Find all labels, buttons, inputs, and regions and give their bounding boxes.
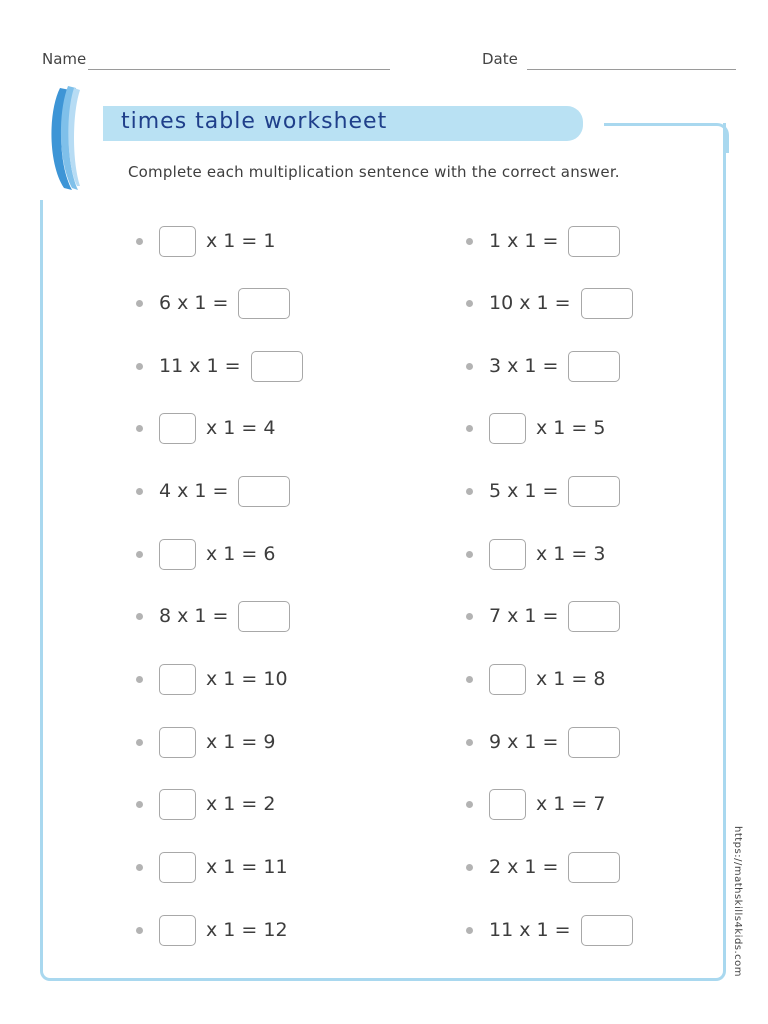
equation-text: x 1 = 10 <box>206 668 288 690</box>
equation-text: x 1 = 5 <box>536 417 606 439</box>
answer-box[interactable] <box>489 664 526 695</box>
equation-text: 6 x 1 = <box>159 292 229 314</box>
equation-text: x 1 = 1 <box>206 230 276 252</box>
problem-item <box>136 599 290 633</box>
bullet-icon <box>466 739 473 746</box>
equation-text: 11 x 1 = <box>489 919 571 941</box>
answer-box[interactable] <box>159 226 196 257</box>
equation-text: x 1 = 12 <box>206 919 288 941</box>
answer-box[interactable] <box>568 476 620 507</box>
equation-text: x 1 = 9 <box>206 731 276 753</box>
name-line[interactable] <box>88 69 390 70</box>
bullet-icon <box>136 739 143 746</box>
bullet-icon <box>466 300 473 307</box>
answer-box[interactable] <box>489 789 526 820</box>
worksheet-title: times table worksheet <box>121 109 388 134</box>
equation-text: 1 x 1 = <box>489 230 559 252</box>
equation-text: 4 x 1 = <box>159 480 229 502</box>
answer-box[interactable] <box>568 226 620 257</box>
bullet-icon <box>466 676 473 683</box>
equation-text: x 1 = 7 <box>536 793 606 815</box>
bullet-icon <box>136 864 143 871</box>
problem-item <box>466 725 620 759</box>
answer-box[interactable] <box>238 476 290 507</box>
frame-top-right-corner <box>604 123 729 153</box>
problem-item <box>136 537 275 571</box>
answer-box[interactable] <box>568 727 620 758</box>
problem-item <box>466 599 620 633</box>
equation-text: x 1 = 2 <box>206 793 276 815</box>
problem-item <box>136 349 303 383</box>
equation-text: 3 x 1 = <box>489 355 559 377</box>
problem-item <box>466 662 605 696</box>
answer-box[interactable] <box>159 789 196 820</box>
ribbon-icon <box>46 82 86 194</box>
equation-text: x 1 = 4 <box>206 417 276 439</box>
problem-item <box>466 787 605 821</box>
bullet-icon <box>136 300 143 307</box>
problem-item <box>466 913 633 947</box>
answer-box[interactable] <box>238 288 290 319</box>
date-line[interactable] <box>527 69 736 70</box>
bullet-icon <box>136 488 143 495</box>
answer-box[interactable] <box>581 288 633 319</box>
answer-box[interactable] <box>159 539 196 570</box>
problem-item <box>136 224 275 258</box>
answer-box[interactable] <box>159 664 196 695</box>
bullet-icon <box>136 363 143 370</box>
problem-item <box>466 537 605 571</box>
bullet-icon <box>136 551 143 558</box>
bullet-icon <box>136 801 143 808</box>
instructions: Complete each multiplication sentence with the correct answer. <box>128 163 620 181</box>
answer-box[interactable] <box>568 852 620 883</box>
answer-box[interactable] <box>489 413 526 444</box>
bullet-icon <box>466 238 473 245</box>
equation-text: 7 x 1 = <box>489 605 559 627</box>
answer-box[interactable] <box>489 539 526 570</box>
bullet-icon <box>466 363 473 370</box>
bullet-icon <box>466 613 473 620</box>
bullet-icon <box>466 488 473 495</box>
problem-item <box>466 224 620 258</box>
problem-item <box>136 411 275 445</box>
problem-item <box>466 411 605 445</box>
answer-box[interactable] <box>568 351 620 382</box>
footer-url: https://mathskills4kids.com <box>732 826 743 978</box>
problem-item <box>136 913 288 947</box>
problem-item <box>136 725 275 759</box>
problem-item <box>136 787 275 821</box>
bullet-icon <box>466 551 473 558</box>
answer-box[interactable] <box>159 413 196 444</box>
equation-text: 2 x 1 = <box>489 856 559 878</box>
equation-text: x 1 = 11 <box>206 856 288 878</box>
problem-item <box>136 850 288 884</box>
bullet-icon <box>136 238 143 245</box>
bullet-icon <box>466 864 473 871</box>
equation-text: 11 x 1 = <box>159 355 241 377</box>
answer-box[interactable] <box>581 915 633 946</box>
equation-text: 9 x 1 = <box>489 731 559 753</box>
answer-box[interactable] <box>159 915 196 946</box>
equation-text: 10 x 1 = <box>489 292 571 314</box>
bullet-icon <box>466 927 473 934</box>
bullet-icon <box>136 613 143 620</box>
equation-text: x 1 = 6 <box>206 543 276 565</box>
date-label: Date <box>482 50 518 68</box>
problem-item <box>136 662 288 696</box>
name-label: Name <box>42 50 87 68</box>
equation-text: 8 x 1 = <box>159 605 229 627</box>
problem-item <box>466 474 620 508</box>
answer-box[interactable] <box>159 727 196 758</box>
problem-item <box>466 850 620 884</box>
problem-item <box>466 349 620 383</box>
problem-item <box>466 286 633 320</box>
problem-item <box>136 286 290 320</box>
answer-box[interactable] <box>159 852 196 883</box>
bullet-icon <box>136 676 143 683</box>
equation-text: x 1 = 8 <box>536 668 606 690</box>
answer-box[interactable] <box>238 601 290 632</box>
equation-text: 5 x 1 = <box>489 480 559 502</box>
bullet-icon <box>466 425 473 432</box>
bullet-icon <box>136 927 143 934</box>
bullet-icon <box>466 801 473 808</box>
equation-text: x 1 = 3 <box>536 543 606 565</box>
bullet-icon <box>136 425 143 432</box>
problem-item <box>136 474 290 508</box>
answer-box[interactable] <box>251 351 303 382</box>
answer-box[interactable] <box>568 601 620 632</box>
